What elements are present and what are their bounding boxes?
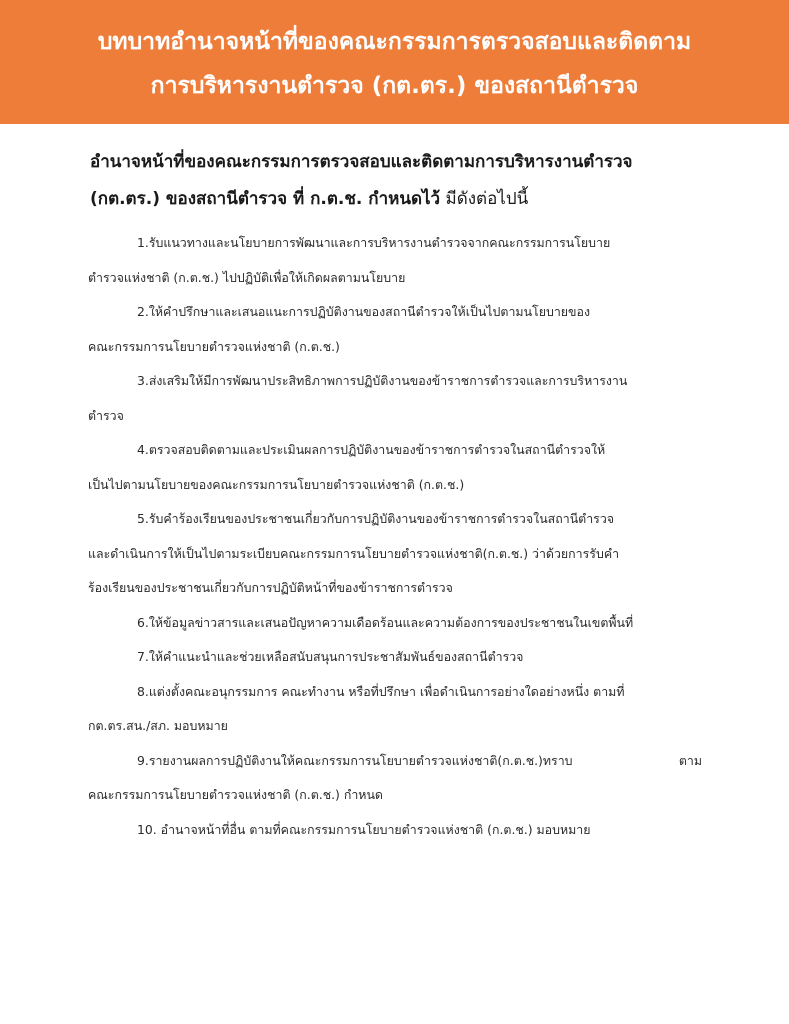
list-item xyxy=(88,675,702,744)
list-item-line: กต.ตร.สน./สภ. มอบหมาย xyxy=(88,718,228,733)
list-item xyxy=(88,606,702,641)
list-item-line: 8.แต่งตั้งคณะอนุกรรมการ คณะทำงาน หรือที่ปรึกษา เพื่อดำเนินการอย่างใดอย่างหนึ่ง ตามที่ xyxy=(137,683,625,699)
list-item-line: 1.รับแนวทางและนโยบายการพัฒนาและการบริหารงานตำรวจจากคณะกรรมการนโยบาย xyxy=(137,235,611,250)
list-item-line: 3.ส่งเสริมให้มีการพัฒนาประสิทธิภาพการปฏิบัติงานของข้าราชการตำรวจและการบริหารงาน xyxy=(137,373,628,388)
list-item xyxy=(88,640,702,675)
document-body xyxy=(0,124,789,847)
list-item-line: ตำรวจ xyxy=(88,407,124,423)
list-item-line: คณะกรรมการนโยบายตำรวจแห่งชาติ (ก.ต.ช.) xyxy=(88,338,340,354)
list-item-line: 4.ตรวจสอบติดตามและประเมินผลการปฏิบัติงานของข้าราชการตำรวจในสถานีตำรวจให้ xyxy=(137,442,606,457)
banner-title-line-1: บทบาทอำนาจหน้าที่ของคณะกรรมการตรวจสอบและติดตาม xyxy=(97,29,692,55)
list-item xyxy=(88,813,702,848)
section-heading-line-2 xyxy=(90,181,749,218)
list-item-line-text: 9.รายงานผลการปฏิบัติงานให้คณะกรรมการนโยบายตำรวจแห่งชาติ(ก.ต.ช.)ทราบ xyxy=(137,752,573,768)
list-item-line: 7.ให้คำแนะนำและช่วยเหลือสนับสนุนการประชาสัมพันธ์ของสถานีตำรวจ xyxy=(137,649,524,664)
list-item-line xyxy=(88,744,702,779)
list-item-line: เป็นไปตามนโยบายของคณะกรรมการนโยบายตำรวจแห่งชาติ (ก.ต.ช.) xyxy=(88,476,465,492)
section-heading xyxy=(90,144,749,218)
list-item-line: ตำรวจแห่งชาติ (ก.ต.ช.) ไปปฏิบัติเพื่อให้เกิดผลตามนโยบาย xyxy=(88,269,406,285)
list-item-line: 5.รับคำร้องเรียนของประชาชนเกี่ยวกับการปฏิบัติงานของข้าราชการตำรวจในสถานีตำรวจ xyxy=(137,511,615,526)
list-item xyxy=(88,744,702,813)
section-heading-bold: (กต.ตร.) ของสถานีตำรวจ ที่ ก.ต.ช. กำหนดไว้ xyxy=(90,189,441,209)
list-item-line: 2.ให้คำปรึกษาและเสนอแนะการปฏิบัติงานของสถานีตำรวจให้เป็นไปตามนโยบายของ xyxy=(137,304,590,319)
list-item-trailing-word: ตาม xyxy=(678,752,702,768)
banner-title-line-2: การบริหารงานตำรวจ (กต.ตร.) ของสถานีตำรวจ xyxy=(150,73,639,99)
list-item xyxy=(88,295,702,364)
duties-list xyxy=(0,226,789,847)
section-heading-line-1: อำนาจหน้าที่ของคณะกรรมการตรวจสอบและติดตามการบริหารงานตำรวจ xyxy=(90,152,633,172)
title-banner xyxy=(0,0,789,124)
list-item-line: คณะกรรมการนโยบายตำรวจแห่งชาติ (ก.ต.ช.) กำหนด xyxy=(88,787,383,802)
list-item-line: และดำเนินการให้เป็นไปตามระเบียบคณะกรรมการนโยบายตำรวจแห่งชาติ(ก.ต.ช.) ว่าด้วยการรับคำ xyxy=(88,545,620,561)
list-item-line: ร้องเรียนของประชาชนเกี่ยวกับการปฏิบัติหน้าที่ของข้าราชการตำรวจ xyxy=(88,580,453,595)
list-item-line: 10. อำนาจหน้าที่อื่น ตามที่คณะกรรมการนโยบายตำรวจแห่งชาติ (ก.ต.ช.) มอบหมาย xyxy=(137,821,591,837)
list-item-line: 6.ให้ข้อมูลข่าวสารและเสนอปัญหาความเดือดร้อนและความต้องการของประชาชนในเขตพื้นที่ xyxy=(137,614,634,630)
list-item xyxy=(88,433,702,502)
list-item xyxy=(88,502,702,606)
list-item xyxy=(88,364,702,433)
section-heading-plain: มีดังต่อไปนี้ xyxy=(440,189,529,209)
list-item xyxy=(88,226,702,295)
